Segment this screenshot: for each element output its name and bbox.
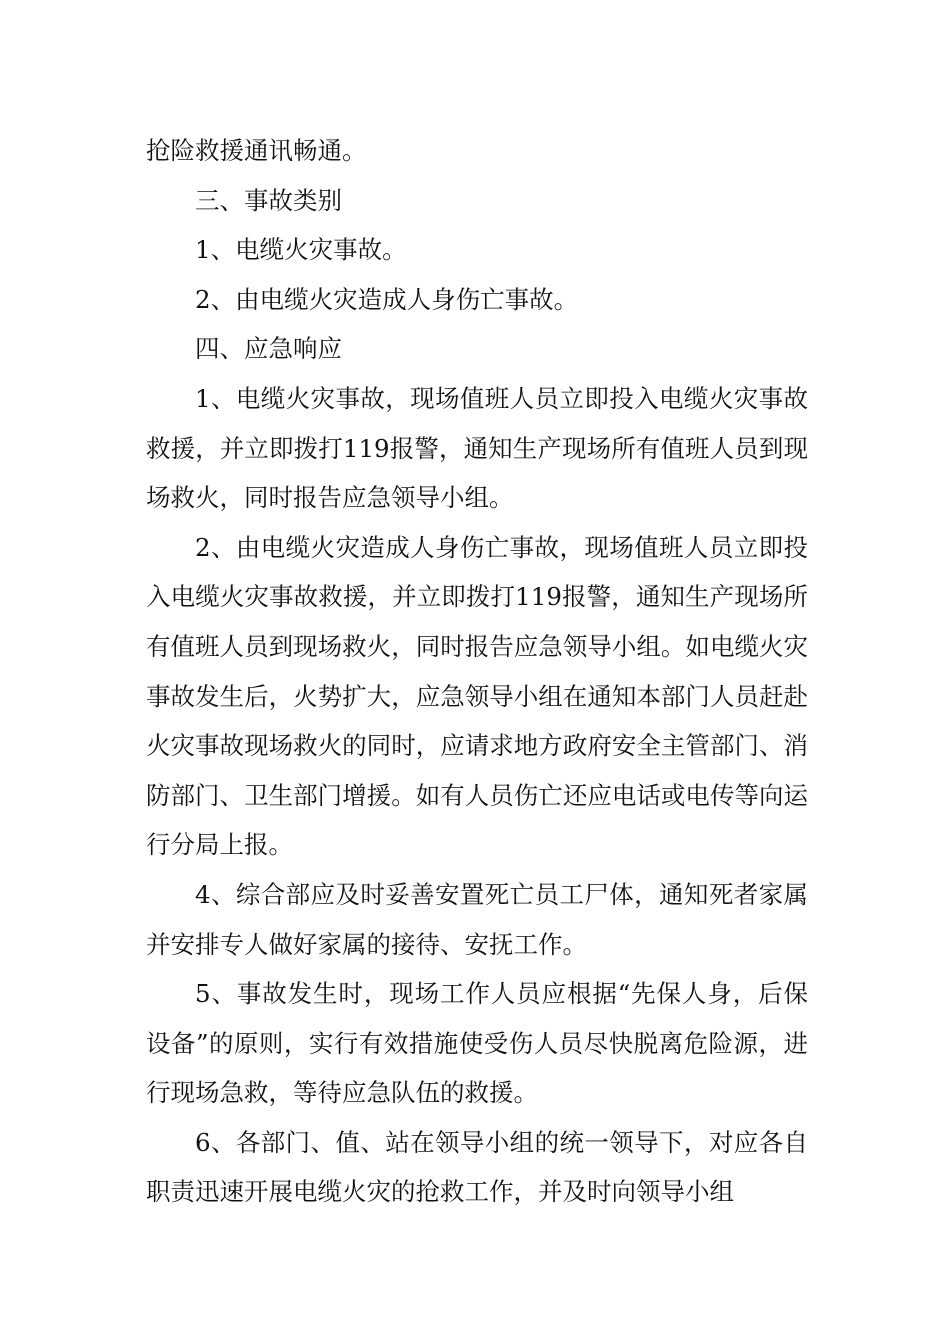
paragraph-6: 1、电缆火灾事故，现场值班人员立即投入电缆火灾事故救援，并立即拨打119报警，通知生产现场所有值班人员到现场救火，同时报告应急领导小组。: [146, 383, 808, 513]
section-heading-emergency-response: 四、应急响应: [195, 334, 342, 364]
paragraph-9: 5、事故发生时，现场工作人员应根据“先保人身，后保设备”的原则，实行有效措施使受伤人员尽快脱离危险源，进行现场急救，等待应急队伍的救援。: [146, 979, 808, 1108]
paragraph-10: 6、各部门、值、站在领导小组的统一领导下，对应各自职责迅速开展电缆火灾的抢救工作，并及时向领导小组: [146, 1127, 808, 1207]
paragraph-1: 抢险救援通讯畅通。: [146, 136, 367, 165]
document-body: [146, 126, 808, 1217]
paragraph-8: 4、综合部应及时妥善安置死亡员工尸体，通知死者家属并安排专人做好家属的接待、安抚工作。: [146, 879, 808, 959]
paragraph-7: 2、由电缆火灾造成人身伤亡事故，现场值班人员立即投入电缆火灾事故救援，并立即拨打119报警，通知生产现场所有值班人员到现场救火，同时报告应急领导小组。如电缆火灾事故发生后，火势扩大，应急领导小组在通知本部门人员赶赴火灾事故现场救火的同时，应请求地方政府安全主管部门、消防部门、卫生部门增援。如有人员伤亡还应电话或电传等向运行分局上报。: [146, 532, 808, 860]
section-heading-accident-types: 三、事故类别: [195, 185, 342, 215]
paragraph-4: 2、由电缆火灾造成人身伤亡事故。: [195, 284, 579, 314]
paragraph-3: 1、电缆火灾事故。: [195, 235, 407, 265]
